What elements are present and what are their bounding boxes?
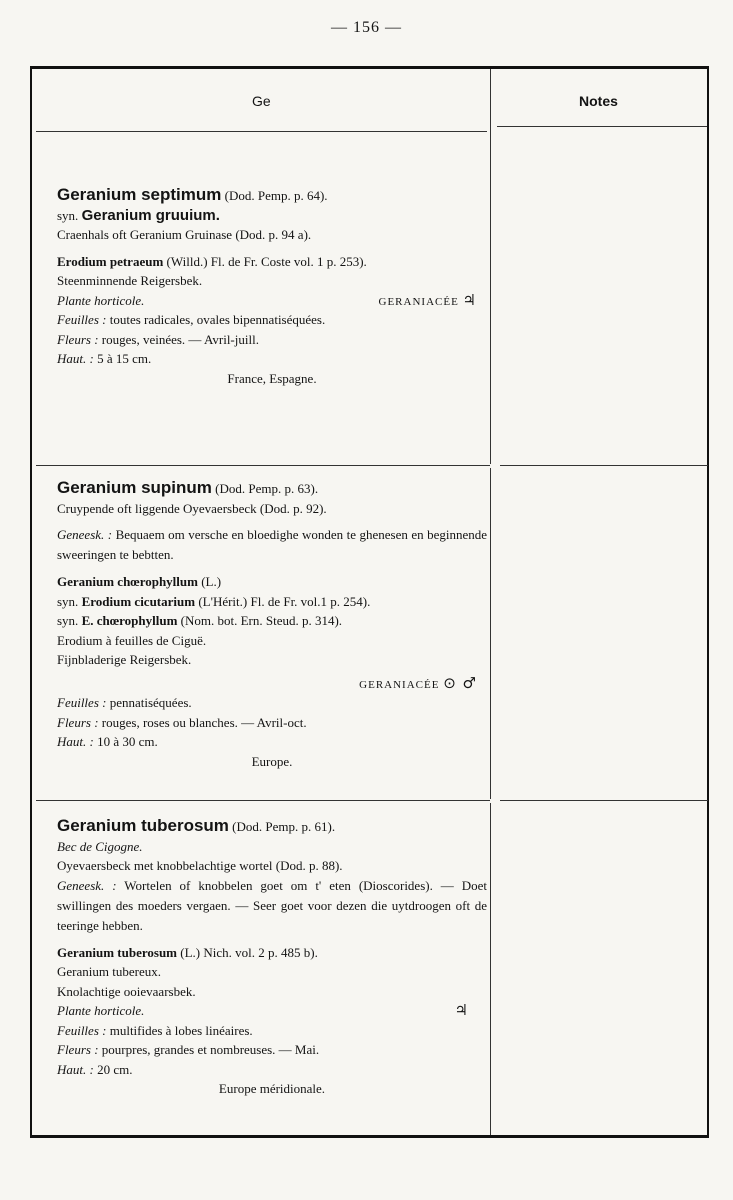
- current-name: Erodium petraeum: [57, 253, 164, 269]
- species-title: Geranium supinum: [57, 478, 212, 497]
- synonym-reference: (Nom. bot. Ern. Steud. p. 314).: [180, 613, 343, 628]
- french-name: Erodium à feuilles de Ciguë.: [57, 632, 207, 648]
- medicinal-label: Geneesk. :: [57, 527, 113, 542]
- species-reference: (Dod. Pemp. p. 64).: [224, 188, 328, 203]
- height-label: Haut. :: [57, 351, 94, 366]
- leaves-label: Feuilles :: [57, 1022, 107, 1038]
- entry-geranium-tuberosum: [57, 816, 487, 1099]
- column-divider: [490, 69, 491, 1135]
- medicinal-label: Geneesk. :: [57, 877, 117, 893]
- species-reference: (Dod. Pemp. p. 63).: [215, 481, 319, 496]
- flowers-description: pourpres, grandes et nombreuses. — Mai.: [101, 1042, 320, 1057]
- french-common-name: Bec de Cigogne.: [57, 838, 143, 854]
- flowers-description: rouges, veinées. — Avril-juill.: [101, 331, 259, 347]
- distribution: France, Espagne.: [227, 370, 317, 386]
- medicinal-text: Wortelen of knobbelen goet om t' eten (Dioscorides). — Doet swillingen des moeders vergaen. — Seer goet voor dezen die uytdroogen oft de teeringe hebben.: [57, 877, 488, 933]
- species-title: Geranium tuberosum: [57, 816, 229, 835]
- entry-geranium-septimum: [57, 185, 487, 388]
- vernacular-old: Oyevaersbeck met knobbelachtige wortel (Dod. p. 88).: [57, 858, 343, 873]
- leaves-description: multifides à lobes linéaires.: [109, 1022, 253, 1038]
- header-rule-notes: [497, 126, 707, 127]
- annual-male-symbol-icon: ⊙ ♂: [443, 673, 477, 692]
- flowers-label: Fleurs :: [57, 1042, 99, 1057]
- synonym-label: syn.: [57, 593, 79, 609]
- column-header-notes: Notes: [579, 93, 618, 109]
- entry-geranium-supinum: [57, 478, 487, 771]
- column-header-ge: Ge: [252, 93, 271, 109]
- height-value: 5 à 15 cm.: [97, 351, 152, 366]
- family-name: GERANIACÉE: [378, 295, 459, 308]
- flowers-description: rouges, roses ou blanches. — Avril-oct.: [101, 714, 307, 730]
- page-number: — 156 —: [331, 19, 402, 36]
- current-name: Geranium chœrophyllum: [57, 574, 198, 589]
- entry-separator: [36, 465, 708, 466]
- flowers-label: Fleurs :: [57, 714, 99, 730]
- cultivation-note: Plante horticole.: [57, 292, 145, 308]
- vernacular-old: Cruypende oft liggende Oyevaersbeck (Dod. p. 92).: [57, 500, 327, 516]
- height-label: Haut. :: [57, 734, 94, 749]
- current-name: Geranium tuberosum: [57, 944, 178, 960]
- leaves-label: Feuilles :: [57, 695, 107, 710]
- species-reference: (Dod. Pemp. p. 61).: [232, 819, 336, 834]
- distribution: Europe méridionale.: [218, 1081, 326, 1096]
- leaves-label: Feuilles :: [57, 312, 107, 327]
- french-name: Geranium tubereux.: [57, 964, 161, 979]
- perennial-symbol-icon: ♃: [454, 1001, 469, 1019]
- distribution: Europe.: [251, 753, 293, 769]
- synonym-label: syn.: [57, 207, 79, 223]
- table-frame: [30, 66, 709, 1138]
- entry-separator: [36, 800, 708, 801]
- header-rule: [36, 131, 487, 132]
- perennial-symbol-icon: ♃: [462, 290, 477, 309]
- species-title: Geranium septimum: [57, 185, 222, 204]
- synonym-name: Geranium gruuium.: [81, 206, 220, 224]
- vernacular-old: Craenhals oft Geranium Gruinase (Dod. p. 94 a).: [57, 227, 312, 242]
- vernacular-name: Fijnbladerige Reigersbek.: [57, 652, 192, 667]
- current-name-reference: (Willd.) Fl. de Fr. Coste vol. 1 p. 253).: [166, 253, 367, 269]
- medicinal-text: Bequaem om versche en bloedighe wonden te ghenesen en beginnende sweeringen te bebtten.: [57, 527, 488, 562]
- leaves-description: toutes radicales, ovales bipennatiséquées.: [109, 312, 326, 327]
- current-name-reference: (L.): [201, 574, 222, 589]
- height-value: 10 à 30 cm.: [97, 734, 158, 749]
- synonym-name: Erodium cicutarium: [81, 593, 196, 609]
- vernacular-name: Knolachtige ooievaarsbek.: [57, 983, 196, 999]
- height-label: Haut. :: [57, 1061, 94, 1077]
- family-name: GERANIACÉE: [359, 678, 440, 691]
- synonym-name: E. chœrophyllum: [81, 613, 178, 628]
- vernacular-name: Steenminnende Reigersbek.: [57, 273, 203, 288]
- flowers-label: Fleurs :: [57, 331, 99, 347]
- synonym-label: syn.: [57, 613, 79, 628]
- cultivation-note: Plante horticole.: [57, 1003, 145, 1018]
- height-value: 20 cm.: [97, 1061, 133, 1077]
- synonym-reference: (L'Hérit.) Fl. de Fr. vol.1 p. 254).: [198, 593, 371, 609]
- leaves-description: pennatiséquées.: [109, 695, 192, 710]
- current-name-reference: (L.) Nich. vol. 2 p. 485 b).: [180, 944, 318, 960]
